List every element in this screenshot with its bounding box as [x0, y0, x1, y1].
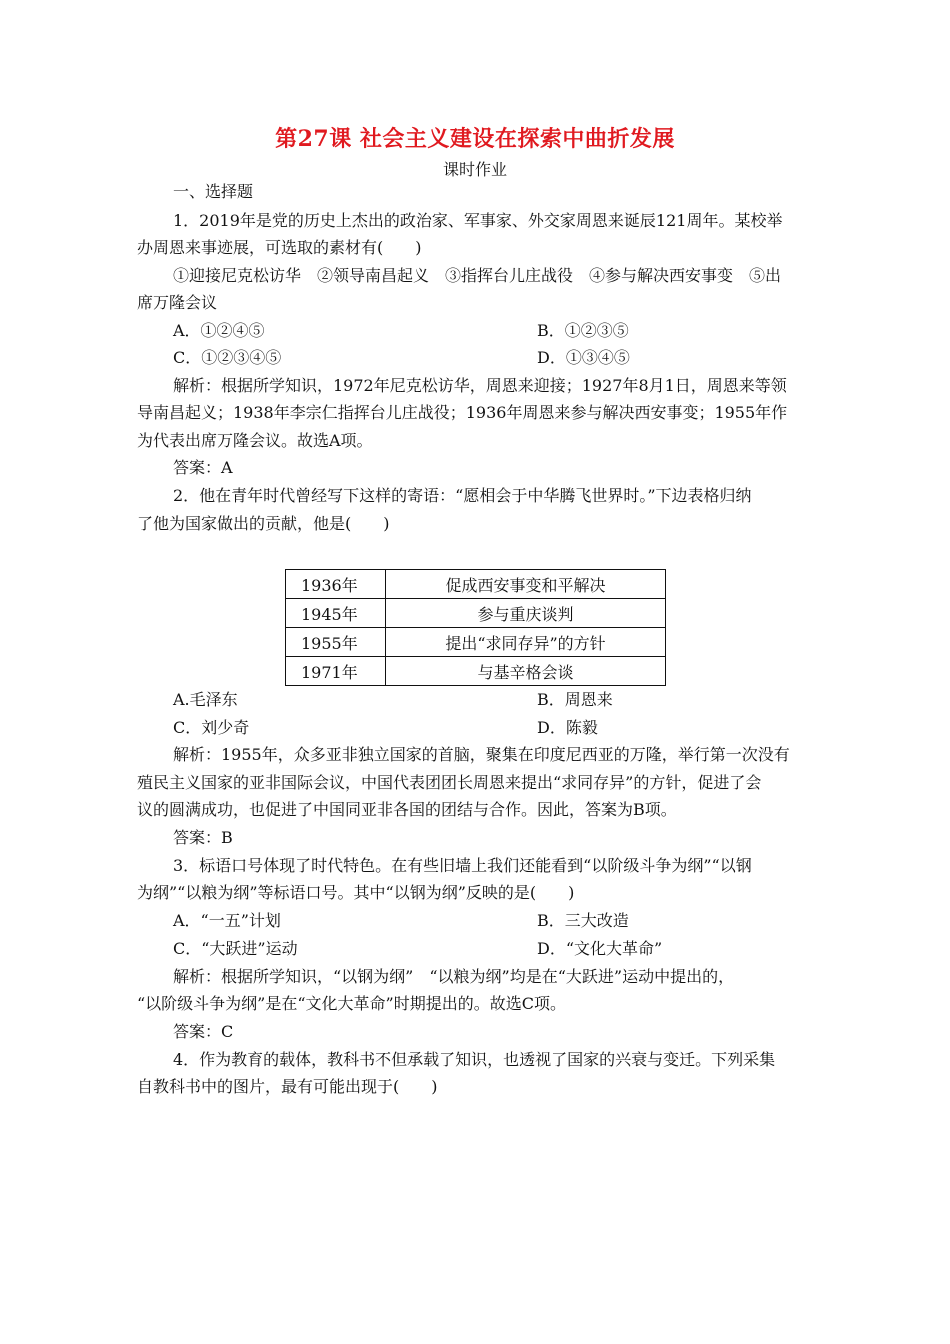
- table-cell-year: 1955年: [286, 628, 386, 657]
- table-cell-event: 促成西安事变和平解决: [386, 570, 666, 599]
- q1-analysis-line2: 导南昌起义；1938年李宗仁指挥台儿庄战役；1936年周恩来参与解决西安事变；1955年作: [137, 403, 788, 422]
- q2-answer: 答案：B: [173, 828, 233, 847]
- q1-option-a: A．①②④⑤: [173, 321, 265, 340]
- table-cell-event: 提出“求同存异”的方针: [386, 628, 666, 657]
- q2-option-c: C．刘少奇: [173, 718, 250, 737]
- q2-option-a: A.毛泽东: [173, 690, 238, 709]
- q2-contribution-table: [285, 569, 666, 686]
- q1-analysis-line3: 为代表出席万隆会议。故选A项。: [137, 431, 373, 450]
- table-row: [286, 628, 666, 657]
- q3-option-a: A．“一五”计划: [173, 911, 281, 930]
- q1-answer: 答案：A: [173, 458, 233, 477]
- q3-answer: 答案：C: [173, 1022, 234, 1041]
- q3-analysis-line2: “以阶级斗争为纲”是在“文化大革命”时期提出的。故选C项。: [137, 994, 566, 1013]
- q3-option-c: C．“大跃进”运动: [173, 939, 298, 958]
- table-cell-event: 与基辛格会谈: [386, 657, 666, 686]
- q3-stem-line1: 3．标语口号体现了时代特色。在有些旧墙上我们还能看到“以阶级斗争为纲”“以钢: [173, 856, 752, 875]
- q3-stem-line2: 为纲”“以粮为纲”等标语口号。其中“以钢为纲”反映的是( ): [137, 883, 575, 902]
- table-cell-year: 1945年: [286, 599, 386, 628]
- q2-stem-line2: 了他为国家做出的贡献，他是( ): [137, 514, 390, 533]
- q3-option-d: D．“文化大革命”: [537, 939, 663, 958]
- q3-option-b: B．三大改造: [537, 911, 629, 930]
- q2-analysis-line3: 议的圆满成功，也促进了中国同亚非各国的团结与合作。因此，答案为B项。: [137, 800, 677, 819]
- table-cell-year: 1936年: [286, 570, 386, 599]
- q2-option-b: B．周恩来: [537, 690, 613, 709]
- table-cell-year: 1971年: [286, 657, 386, 686]
- q4-stem-line1: 4．作为教育的载体，教科书不但承载了知识，也透视了国家的兴衰与变迁。下列采集: [173, 1050, 776, 1069]
- page-subtitle: 课时作业: [442, 160, 507, 179]
- table-row: [286, 599, 666, 628]
- q1-stem-line1: 1．2019年是党的历史上杰出的政治家、军事家、外交家周恩来诞辰121周年。某校举: [173, 211, 783, 230]
- q1-stem-line2: 办周恩来事迹展，可选取的素材有( ): [137, 238, 422, 257]
- q1-analysis-line1: 解析：根据所学知识，1972年尼克松访华，周恩来迎接；1927年8月1日，周恩来等领: [173, 376, 787, 395]
- q4-stem-line2: 自教科书中的图片，最有可能出现于( ): [137, 1077, 438, 1096]
- q1-items-line1: ①迎接尼克松访华 ②领导南昌起义 ③指挥台儿庄战役 ④参与解决西安事变 ⑤出: [173, 266, 782, 285]
- table-row: [286, 570, 666, 599]
- q1-option-b: B．①②③⑤: [537, 321, 629, 340]
- page-title: 第27课 社会主义建设在探索中曲折发展: [275, 126, 675, 152]
- table-cell-event: 参与重庆谈判: [386, 599, 666, 628]
- q2-stem-line1: 2．他在青年时代曾经写下这样的寄语：“愿相会于中华腾飞世界时。”下边表格归纳: [173, 486, 752, 505]
- q3-analysis-line1: 解析：根据所学知识，“以钢为纲” “以粮为纲”均是在“大跃进”运动中提出的，: [173, 967, 735, 986]
- q1-items-line2: 席万隆会议: [137, 293, 218, 312]
- table-row: [286, 657, 666, 686]
- q2-analysis-line2: 殖民主义国家的亚非国际会议，中国代表团团长周恩来提出“求同存异”的方针，促进了会: [137, 773, 762, 792]
- q2-option-d: D．陈毅: [537, 718, 598, 737]
- section-heading: 一、选择题: [173, 182, 254, 201]
- q1-option-d: D．①③④⑤: [537, 348, 630, 367]
- q1-option-c: C．①②③④⑤: [173, 348, 282, 367]
- q2-analysis-line1: 解析：1955年，众多亚非独立国家的首脑，聚集在印度尼西亚的万隆，举行第一次没有: [173, 745, 790, 764]
